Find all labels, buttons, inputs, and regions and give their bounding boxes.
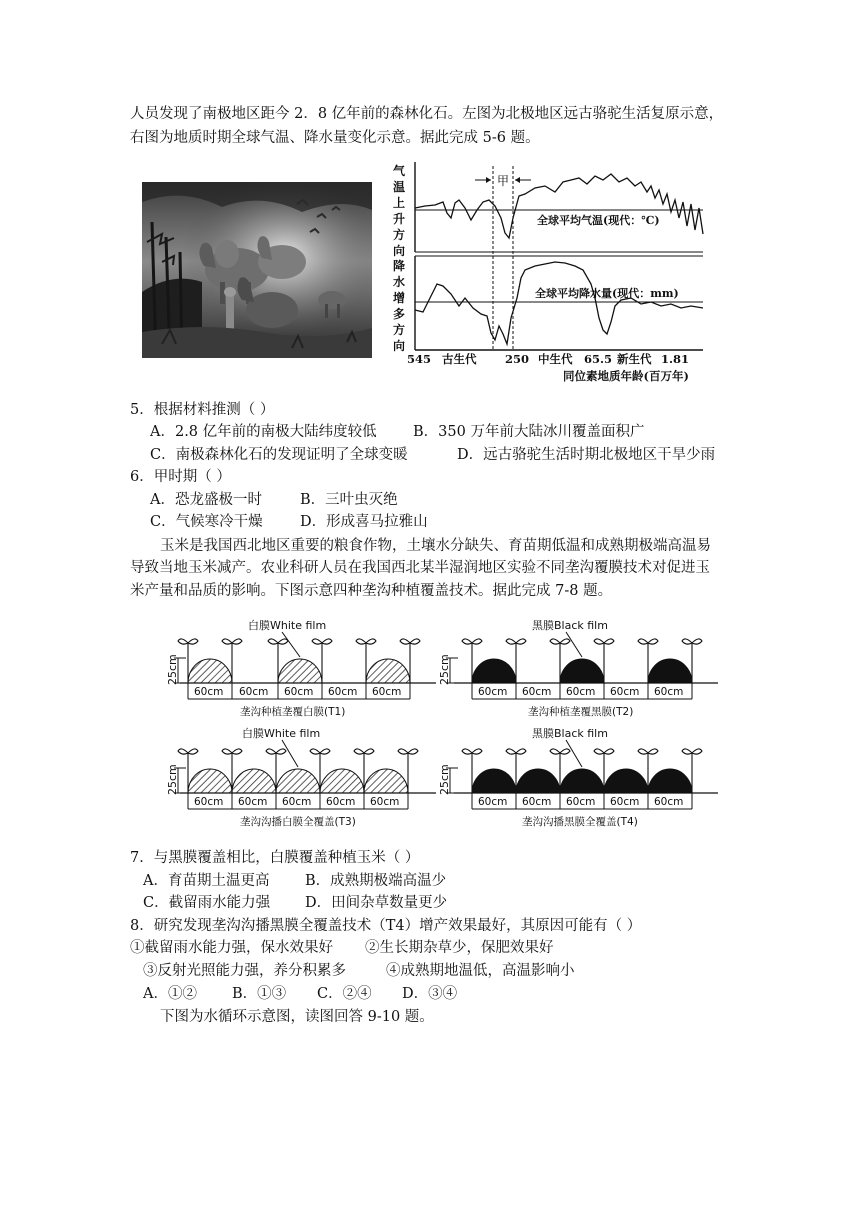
svg-text:60cm: 60cm — [239, 686, 269, 698]
svg-text:60cm: 60cm — [372, 686, 402, 698]
q5-stem: 5．根据材料推测（ ） — [130, 402, 275, 418]
x-tick-1-81: 1.81 — [661, 352, 690, 366]
svg-text:向: 向 — [393, 339, 406, 353]
precipitation-axis-label — [393, 258, 405, 353]
caption: 垄沟种植垄覆白膜(T1) — [240, 706, 346, 718]
passage2-line-3: 米产量和品质的影响。下图示意四种垄沟种植覆盖技术。据此完成 7-8 题。 — [130, 583, 613, 599]
svg-text:60cm: 60cm — [654, 686, 684, 698]
q6-stem: 6．甲时期（ ） — [130, 469, 231, 485]
intro-line-1: 人员发现了南极地区距今 2．8 亿年前的森林化石。左图为北极地区远古骆驼生活复原示意， — [130, 106, 724, 122]
water-cycle-intro: 下图为水循环示意图，读图回答 9-10 题。 — [160, 1009, 434, 1025]
climate-chart — [385, 158, 710, 386]
height-label: 25cm — [438, 654, 451, 685]
q6-option-d: D．形成喜马拉雅山 — [300, 514, 428, 530]
film-label: 白膜White film — [242, 727, 321, 740]
x-tick-250: 250 — [505, 352, 530, 366]
svg-text:60cm: 60cm — [284, 686, 314, 698]
diagram-t1-white-film-ridge — [150, 613, 440, 721]
height-label: 25cm — [166, 654, 179, 685]
svg-text:气: 气 — [393, 164, 406, 178]
q6-option-c: C．气候寒冷干燥 — [150, 514, 263, 530]
temperature-reference-label: 全球平均气温(现代：℃) — [537, 214, 660, 227]
diagram-t2-black-film-ridge — [432, 613, 722, 721]
film-label: 黑膜Black film — [532, 619, 608, 632]
svg-text:水: 水 — [393, 275, 406, 289]
svg-text:60cm: 60cm — [566, 796, 596, 808]
svg-text:60cm: 60cm — [194, 686, 224, 698]
svg-text:方: 方 — [393, 323, 406, 337]
passage2-line-2: 导致当地玉米减产。农业科研人员在我国西北某半湿润地区实验不同垄沟覆膜技术对促进玉 — [130, 560, 710, 576]
q7-option-c: C．截留雨水能力强 — [143, 895, 271, 911]
q5-option-c: C．南极森林化石的发现证明了全球变暖 — [150, 447, 408, 463]
q5-option-b: B．350 万年前大陆冰川覆盖面积广 — [413, 424, 645, 440]
film-label: 黑膜Black film — [532, 727, 608, 740]
height-label: 25cm — [438, 764, 451, 795]
q5-option-a: A．2.8 亿年前的南极大陆纬度较低 — [150, 424, 377, 440]
svg-text:甲: 甲 — [497, 174, 510, 188]
svg-text:60cm: 60cm — [522, 686, 552, 698]
caption: 垄沟沟播白膜全覆盖(T3) — [240, 816, 356, 828]
svg-text:增: 增 — [393, 291, 406, 305]
caption: 垄沟种植垄覆黑膜(T2) — [528, 706, 634, 718]
svg-text:多: 多 — [393, 307, 406, 321]
film-label: 白膜White film — [248, 619, 327, 632]
x-tick-545: 545 — [407, 352, 432, 366]
q8-option-b: B．①③ — [232, 986, 287, 1002]
q7-option-b: B．成熟期极端高温少 — [305, 873, 447, 889]
svg-text:降: 降 — [393, 259, 406, 273]
svg-text:60cm: 60cm — [522, 796, 552, 808]
svg-text:60cm: 60cm — [328, 686, 358, 698]
svg-text:60cm: 60cm — [610, 686, 640, 698]
q8-option-c: C．②④ — [317, 986, 372, 1002]
diagram-t3-white-film-full — [150, 723, 440, 831]
q8-option-a: A．①② — [143, 986, 197, 1002]
svg-text:60cm: 60cm — [654, 796, 684, 808]
q6-option-a: A．恐龙盛极一时 — [150, 492, 262, 508]
caption: 垄沟沟播黑膜全覆盖(T4) — [522, 816, 638, 828]
q5-option-d: D．远古骆驼生活时期北极地区干旱少雨 — [457, 447, 716, 463]
svg-text:升: 升 — [393, 212, 406, 226]
svg-text:60cm: 60cm — [370, 796, 400, 808]
x-tick-mesozoic: 中生代 — [538, 352, 573, 366]
svg-text:60cm: 60cm — [194, 796, 224, 808]
q8-option-d: D．③④ — [402, 986, 458, 1002]
q8-stem: 8．研究发现垄沟沟播黑膜全覆盖技术（T4）增产效果最好，其原因可能有（ ） — [130, 918, 642, 934]
arctic-camel-photo — [142, 182, 372, 358]
x-tick-paleozoic: 古生代 — [442, 352, 477, 366]
diagram-t4-black-film-full — [432, 723, 722, 831]
svg-text:方: 方 — [393, 228, 406, 242]
svg-text:上: 上 — [393, 196, 406, 210]
svg-text:60cm: 60cm — [566, 686, 596, 698]
q7-option-d: D．田间杂草数量更少 — [305, 895, 448, 911]
svg-text:60cm: 60cm — [610, 796, 640, 808]
temperature-axis-label — [393, 163, 406, 258]
q7-stem: 7．与黑膜覆盖相比，白膜覆盖种植玉米（ ） — [130, 850, 420, 866]
q8-statement-1: ①截留雨水能力强，保水效果好 — [130, 940, 333, 956]
passage2-line-1: 玉米是我国西北地区重要的粮食作物，土壤水分缺失、育苗期低温和成熟期极端高温易 — [160, 538, 711, 554]
intro-line-2: 右图为地质时期全球气温、降水量变化示意。据此完成 5-6 题。 — [130, 130, 540, 146]
x-axis-title: 同位素地质年龄(百万年) — [563, 369, 689, 383]
svg-text:60cm: 60cm — [326, 796, 356, 808]
q7-option-a: A．育苗期土温更高 — [143, 873, 270, 889]
svg-text:向: 向 — [393, 244, 406, 258]
temperature-curve — [415, 174, 703, 238]
q6-option-b: B．三叶虫灭绝 — [300, 492, 398, 508]
height-label: 25cm — [166, 764, 179, 795]
q8-statement-2: ②生长期杂草少，保肥效果好 — [365, 940, 554, 956]
q8-statement-4: ④成熟期地温低，高温影响小 — [386, 963, 575, 979]
svg-text:60cm: 60cm — [238, 796, 268, 808]
svg-text:60cm: 60cm — [282, 796, 312, 808]
svg-text:温: 温 — [393, 180, 406, 194]
q8-statement-3: ③反射光照能力强，养分积累多 — [143, 963, 346, 979]
svg-text:60cm: 60cm — [478, 686, 508, 698]
svg-text:60cm: 60cm — [478, 796, 508, 808]
precipitation-curve — [415, 262, 703, 344]
x-tick-65-5: 65.5 — [584, 352, 613, 366]
precipitation-reference-label: 全球平均降水量(现代：mm) — [535, 287, 679, 300]
x-tick-cenozoic: 新生代 — [617, 352, 652, 366]
jia-period-marker — [475, 174, 531, 188]
